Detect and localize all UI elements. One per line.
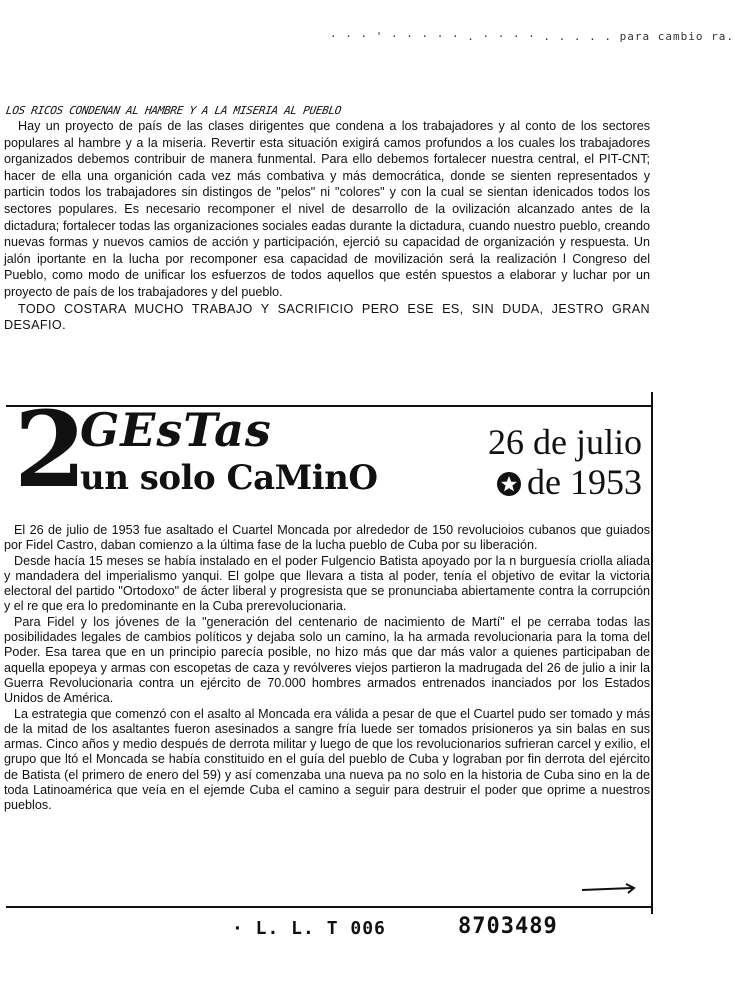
section2-paragraph-3: Para Fidel y los jóvenes de la "generación del centenario de nacimiento de Martí" el pe cerraba todas las posibilidades legales de cambios políticos y dejaba solo un camino, la ha armada revolucionaria para la toma del Poder. Esa tarea que en un principio parecía posible, no hizo más que dar más valor a quienes participaban de aquella epopeya y armas con escopetas de caza y revólveres viejos partieron la madrugada del 26 de julio a inir la Guerra Revolucionaria contra un ejército de 70.000 hombres armados entrenados inanciados por los Estados Unidos de América. — [4, 614, 650, 706]
footer-archive-number: 8703489 — [458, 914, 558, 939]
section2-paragraph-1: El 26 de julio de 1953 fue asaltado el Cuartel Moncada por alrededor de 150 revolucioios cubanos que guiados por Fidel Castro, daban comienzo a la última fase de la lucha pueblo de Cuba por su liberación. — [4, 523, 650, 553]
section1-paragraph: Hay un proyecto de país de las clases dirigentes que condena a los trabajadores y al conto de los sectores populares al hambre y a la miseria. Revertir esta situación exigirá camos profundos a los cuales los trabajadores organizados debemos contribuir de manera funmental. Para ello debemos fortalecer nuestra central, el PIT-CNT; hacer de ella una organición cada vez más combativa y más democrática, donde se sienten representados y particin todos los trabajadores sin distingos de "pelos" ni "colores" y con la cual se sientan idenicados todos los sectores populares. Es necesario recomponer el nivel de desarrollo de la ovilización alcanzado antes de la dictadura; fortalecer todas las organizaciones sociales eadas durante la dictadura, cuando nuestro pueblo, creando nuevas formas y nuevos camios de acción y participación, ejerció su capacidad de organización y respuesta. Un jalón iportante en la lucha por recomponer esa capacidad de movilización será la realización l Congreso del Pueblo, como modo de unificar los esfuerzos de todos aquellos que estén spuestos a elaborar y luchar por un proyecto de país de los trabajadores y del pueblo. — [4, 119, 650, 299]
section-rich-condemn — [4, 118, 650, 334]
right-rule — [651, 392, 653, 914]
heading-big-number: 2 — [14, 388, 87, 511]
section2-paragraph-4: La estrategia que comenzó con el asalto al Moncada era válida a pesar de que el Cuartel pudo ser tomado y más de la mitad de los asaltantes fueron asesinados a sangre fría luede ser tomados prisioneros ya sin balas en sus armas. Cinco años y medio después de derrota militar y luego de que los revolucionarios sufrieran carcel y exilio, el grupo que ltó el Moncada se había constituido en el guía del pueblo de Cuba y lograban por fin derrota del ejército de Batista (el primero de enero del 59) y así comenzaba una nueva pa no solo en la historia de Cuba sino en la de toda Latinoamérica que veía en el ejemde Cuba el camino a seguir para destruir el poder que oprime a nuestros pueblos. — [4, 706, 650, 813]
date-line-2-text: de 1953 — [527, 462, 642, 502]
section-moncada — [4, 523, 650, 814]
date-line-2 — [470, 462, 642, 502]
section1-closing: TODO COSTARA MUCHO TRABAJO Y SACRIFICIO PERO ESE ES, SIN DUDA, JESTRO GRAN DESAFIO. — [4, 301, 650, 333]
handwritten-title: LOS RICOS CONDENAN AL HAMBRE Y A LA MISERIA AL PUEBLO — [5, 104, 343, 117]
section2-paragraph-2: Desde hacía 15 meses se había instalado en el poder Fulgencio Batista apoyado por la n burguesía criolla aliada y mandadera del imperialismo yanqui. El golpe que llevara a tista al poder, tenía el objetivo de evitar la victoria electoral del partido "Ortodoxo" de ácter liberal y progresista que se pronunciaba abiertamente contra la corrupción y el re que era lo predominante en la Cuba prerevolucionaria. — [4, 553, 650, 614]
heading-word-camino: un solo CaMinO — [80, 458, 378, 498]
footer-archive-code: · L. L. T 006 — [232, 918, 386, 939]
top-scan-line: · · · ' · · · · · . · · · · . . . . . para cambio ra. — [330, 30, 734, 43]
star-icon — [497, 472, 521, 496]
heading-word-gestas: GEsTas — [80, 403, 272, 457]
arrow-right-icon — [582, 884, 638, 894]
bottom-rule — [6, 906, 652, 908]
date-line-1: 26 de julio — [488, 422, 642, 462]
